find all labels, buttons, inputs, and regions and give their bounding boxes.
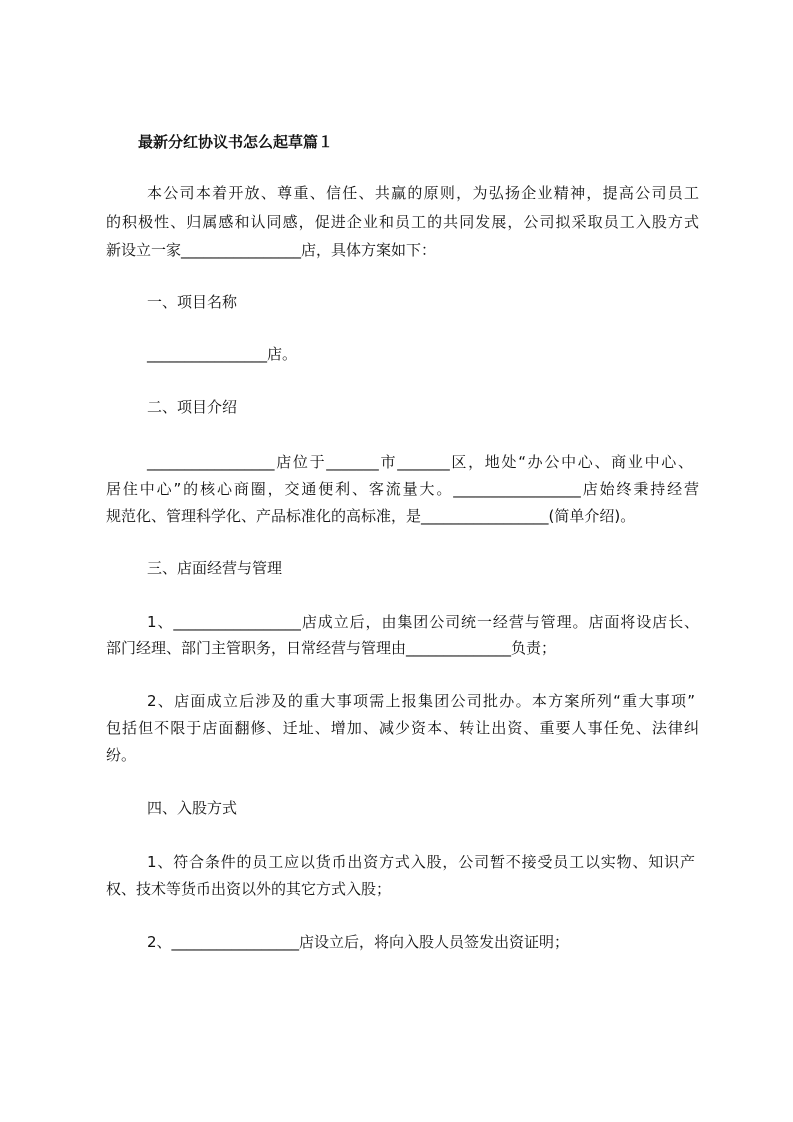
- section-1-heading: 一、项目名称: [147, 293, 238, 311]
- section-3-item-2-line-3: 纷。: [106, 746, 137, 764]
- section-2-line-3: 规范化、管理科学化、产品标准化的高标准，是_________________(简单介绍)。: [106, 507, 636, 525]
- document-title: 最新分红协议书怎么起草篇１: [138, 133, 334, 151]
- section-4-item-1-line-1: 1、符合条件的员工应以货币出资方式入股，公司暂不接受员工以实物、知识产: [147, 853, 695, 871]
- section-4-item-2-line-1: 2、_________________店设立后，将向入股人员签发出资证明；: [147, 933, 570, 951]
- section-2-heading: 二、项目介绍: [147, 398, 238, 416]
- section-3-item-1-line-1: 1、_________________店成立后，由集团公司统一经营与管理。店面将设店长、: [147, 613, 699, 631]
- intro-line-1: 本公司本着开放、尊重、信任、共赢的原则，为弘扬企业精神，提高公司员工: [147, 184, 699, 202]
- section-3-heading: 三、店面经营与管理: [147, 559, 283, 577]
- section-1-line-1: ________________店。: [147, 345, 298, 363]
- section-2-line-2: 居住中心”的核心商圈，交通便利、客流量大。_________________店始终秉持经营: [106, 480, 699, 498]
- section-3-item-1-line-2: 部门经理、部门主管职务，日常经营与管理由______________负责；: [106, 639, 557, 657]
- intro-line-2: 的积极性、归属感和认同感，促进企业和员工的共同发展，公司拟采取员工入股方式: [106, 213, 699, 231]
- intro-line-3: 新设立一家________________店，具体方案如下：: [106, 241, 437, 259]
- section-2-line-1: _________________店位于_______市_______区，地处“办公中心、商业中心、: [147, 453, 693, 471]
- section-4-heading: 四、入股方式: [147, 799, 238, 817]
- section-4-item-1-line-2: 权、技术等货币出资以外的其它方式入股；: [106, 880, 392, 898]
- section-3-item-2-line-2: 包括但不限于店面翻修、迁址、增加、减少资本、转让出资、重要人事任免、法律纠: [106, 719, 699, 737]
- section-3-item-2-line-1: 2、店面成立后涉及的重大事项需上报集团公司批办。本方案所列“重大事项”: [147, 692, 695, 710]
